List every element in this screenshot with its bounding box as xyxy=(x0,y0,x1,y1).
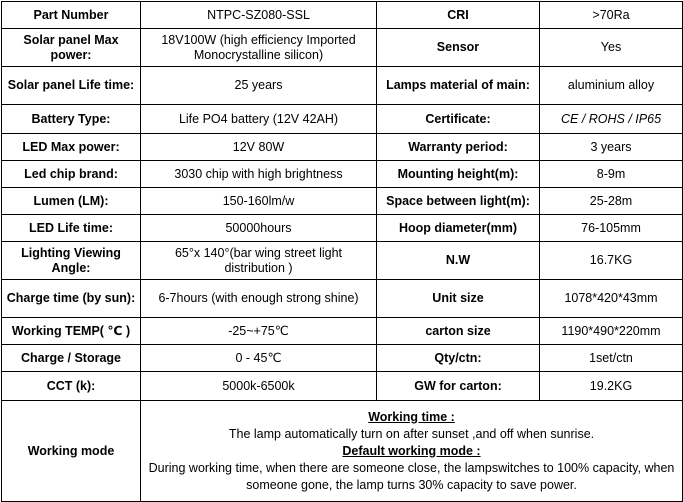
table-row xyxy=(2,280,683,318)
working-time-heading: Working time : xyxy=(368,409,455,424)
row-value: 1078*420*43mm xyxy=(540,280,683,318)
row-value: 6-7hours (with enough strong shine) xyxy=(141,280,377,318)
row-label: CCT (k): xyxy=(2,372,141,401)
row-value: 19.2KG xyxy=(540,372,683,401)
table-row xyxy=(2,318,683,345)
working-mode-description xyxy=(141,401,683,502)
row-value: Life PO4 battery (12V 42AH) xyxy=(141,105,377,134)
row-label: Unit size xyxy=(377,280,540,318)
row-label: Certificate: xyxy=(377,105,540,134)
table-row xyxy=(2,161,683,188)
row-label: Mounting height(m): xyxy=(377,161,540,188)
row-label: Qty/ctn: xyxy=(377,345,540,372)
row-label: LED Max power: xyxy=(2,134,141,161)
row-label: GW for carton: xyxy=(377,372,540,401)
row-value: CE / ROHS / IP65 xyxy=(540,105,683,134)
row-value: 16.7KG xyxy=(540,242,683,280)
row-value: 65°x 140°(bar wing street light distribution ) xyxy=(141,242,377,280)
row-label: Working TEMP( ℃ ) xyxy=(2,318,141,345)
row-value: 25 years xyxy=(141,67,377,105)
row-value: 5000k-6500k xyxy=(141,372,377,401)
row-value: 1190*490*220mm xyxy=(540,318,683,345)
spec-sheet xyxy=(1,1,682,501)
row-value: 1set/ctn xyxy=(540,345,683,372)
row-label: Led chip brand: xyxy=(2,161,141,188)
working-mode-label: Working mode xyxy=(2,401,141,502)
row-label: Lamps material of main: xyxy=(377,67,540,105)
row-value: aluminium alloy xyxy=(540,67,683,105)
row-value: 25-28m xyxy=(540,188,683,215)
spec-table xyxy=(1,1,683,502)
row-value: 3030 chip with high brightness xyxy=(141,161,377,188)
row-label: Sensor xyxy=(377,29,540,67)
default-mode-heading: Default working mode : xyxy=(342,443,481,458)
row-label: Charge / Storage xyxy=(2,345,141,372)
row-label: Hoop diameter(mm) xyxy=(377,215,540,242)
row-label: Lighting Viewing Angle: xyxy=(2,242,141,280)
row-label: Battery Type: xyxy=(2,105,141,134)
row-label: Charge time (by sun): xyxy=(2,280,141,318)
row-value: 0 - 45℃ xyxy=(141,345,377,372)
table-row xyxy=(2,372,683,401)
table-row xyxy=(2,29,683,67)
table-row xyxy=(2,105,683,134)
row-label: CRI xyxy=(377,2,540,29)
row-value: 150-160lm/w xyxy=(141,188,377,215)
table-row xyxy=(2,242,683,280)
row-value: 50000hours xyxy=(141,215,377,242)
row-value: -25~+75℃ xyxy=(141,318,377,345)
row-label: LED Life time: xyxy=(2,215,141,242)
row-label: Solar panel Life time: xyxy=(2,67,141,105)
row-value: Yes xyxy=(540,29,683,67)
row-value: 8-9m xyxy=(540,161,683,188)
row-value: >70Ra xyxy=(540,2,683,29)
table-row xyxy=(2,2,683,29)
row-value: 18V100W (high efficiency Imported Monocrystalline silicon) xyxy=(141,29,377,67)
row-value: 76-105mm xyxy=(540,215,683,242)
working-time-text: The lamp automatically turn on after sunset ,and off when sunrise. xyxy=(228,426,595,441)
row-label: carton size xyxy=(377,318,540,345)
row-label: Warranty period: xyxy=(377,134,540,161)
row-label: Part Number xyxy=(2,2,141,29)
row-label: Lumen (LM): xyxy=(2,188,141,215)
table-row xyxy=(2,345,683,372)
row-value: 12V 80W xyxy=(141,134,377,161)
row-value: NTPC-SZ080-SSL xyxy=(141,2,377,29)
row-value: 3 years xyxy=(540,134,683,161)
table-row xyxy=(2,67,683,105)
row-label: N.W xyxy=(377,242,540,280)
table-row xyxy=(2,215,683,242)
row-label: Solar panel Max power: xyxy=(2,29,141,67)
row-label: Space between light(m): xyxy=(377,188,540,215)
table-row xyxy=(2,188,683,215)
default-mode-text: During working time, when there are someone close, the lampswitches to 100% capacity, when someone gone, the lamp turns 30% capacity to save power. xyxy=(148,460,675,492)
working-mode-row xyxy=(2,401,683,502)
table-row xyxy=(2,134,683,161)
